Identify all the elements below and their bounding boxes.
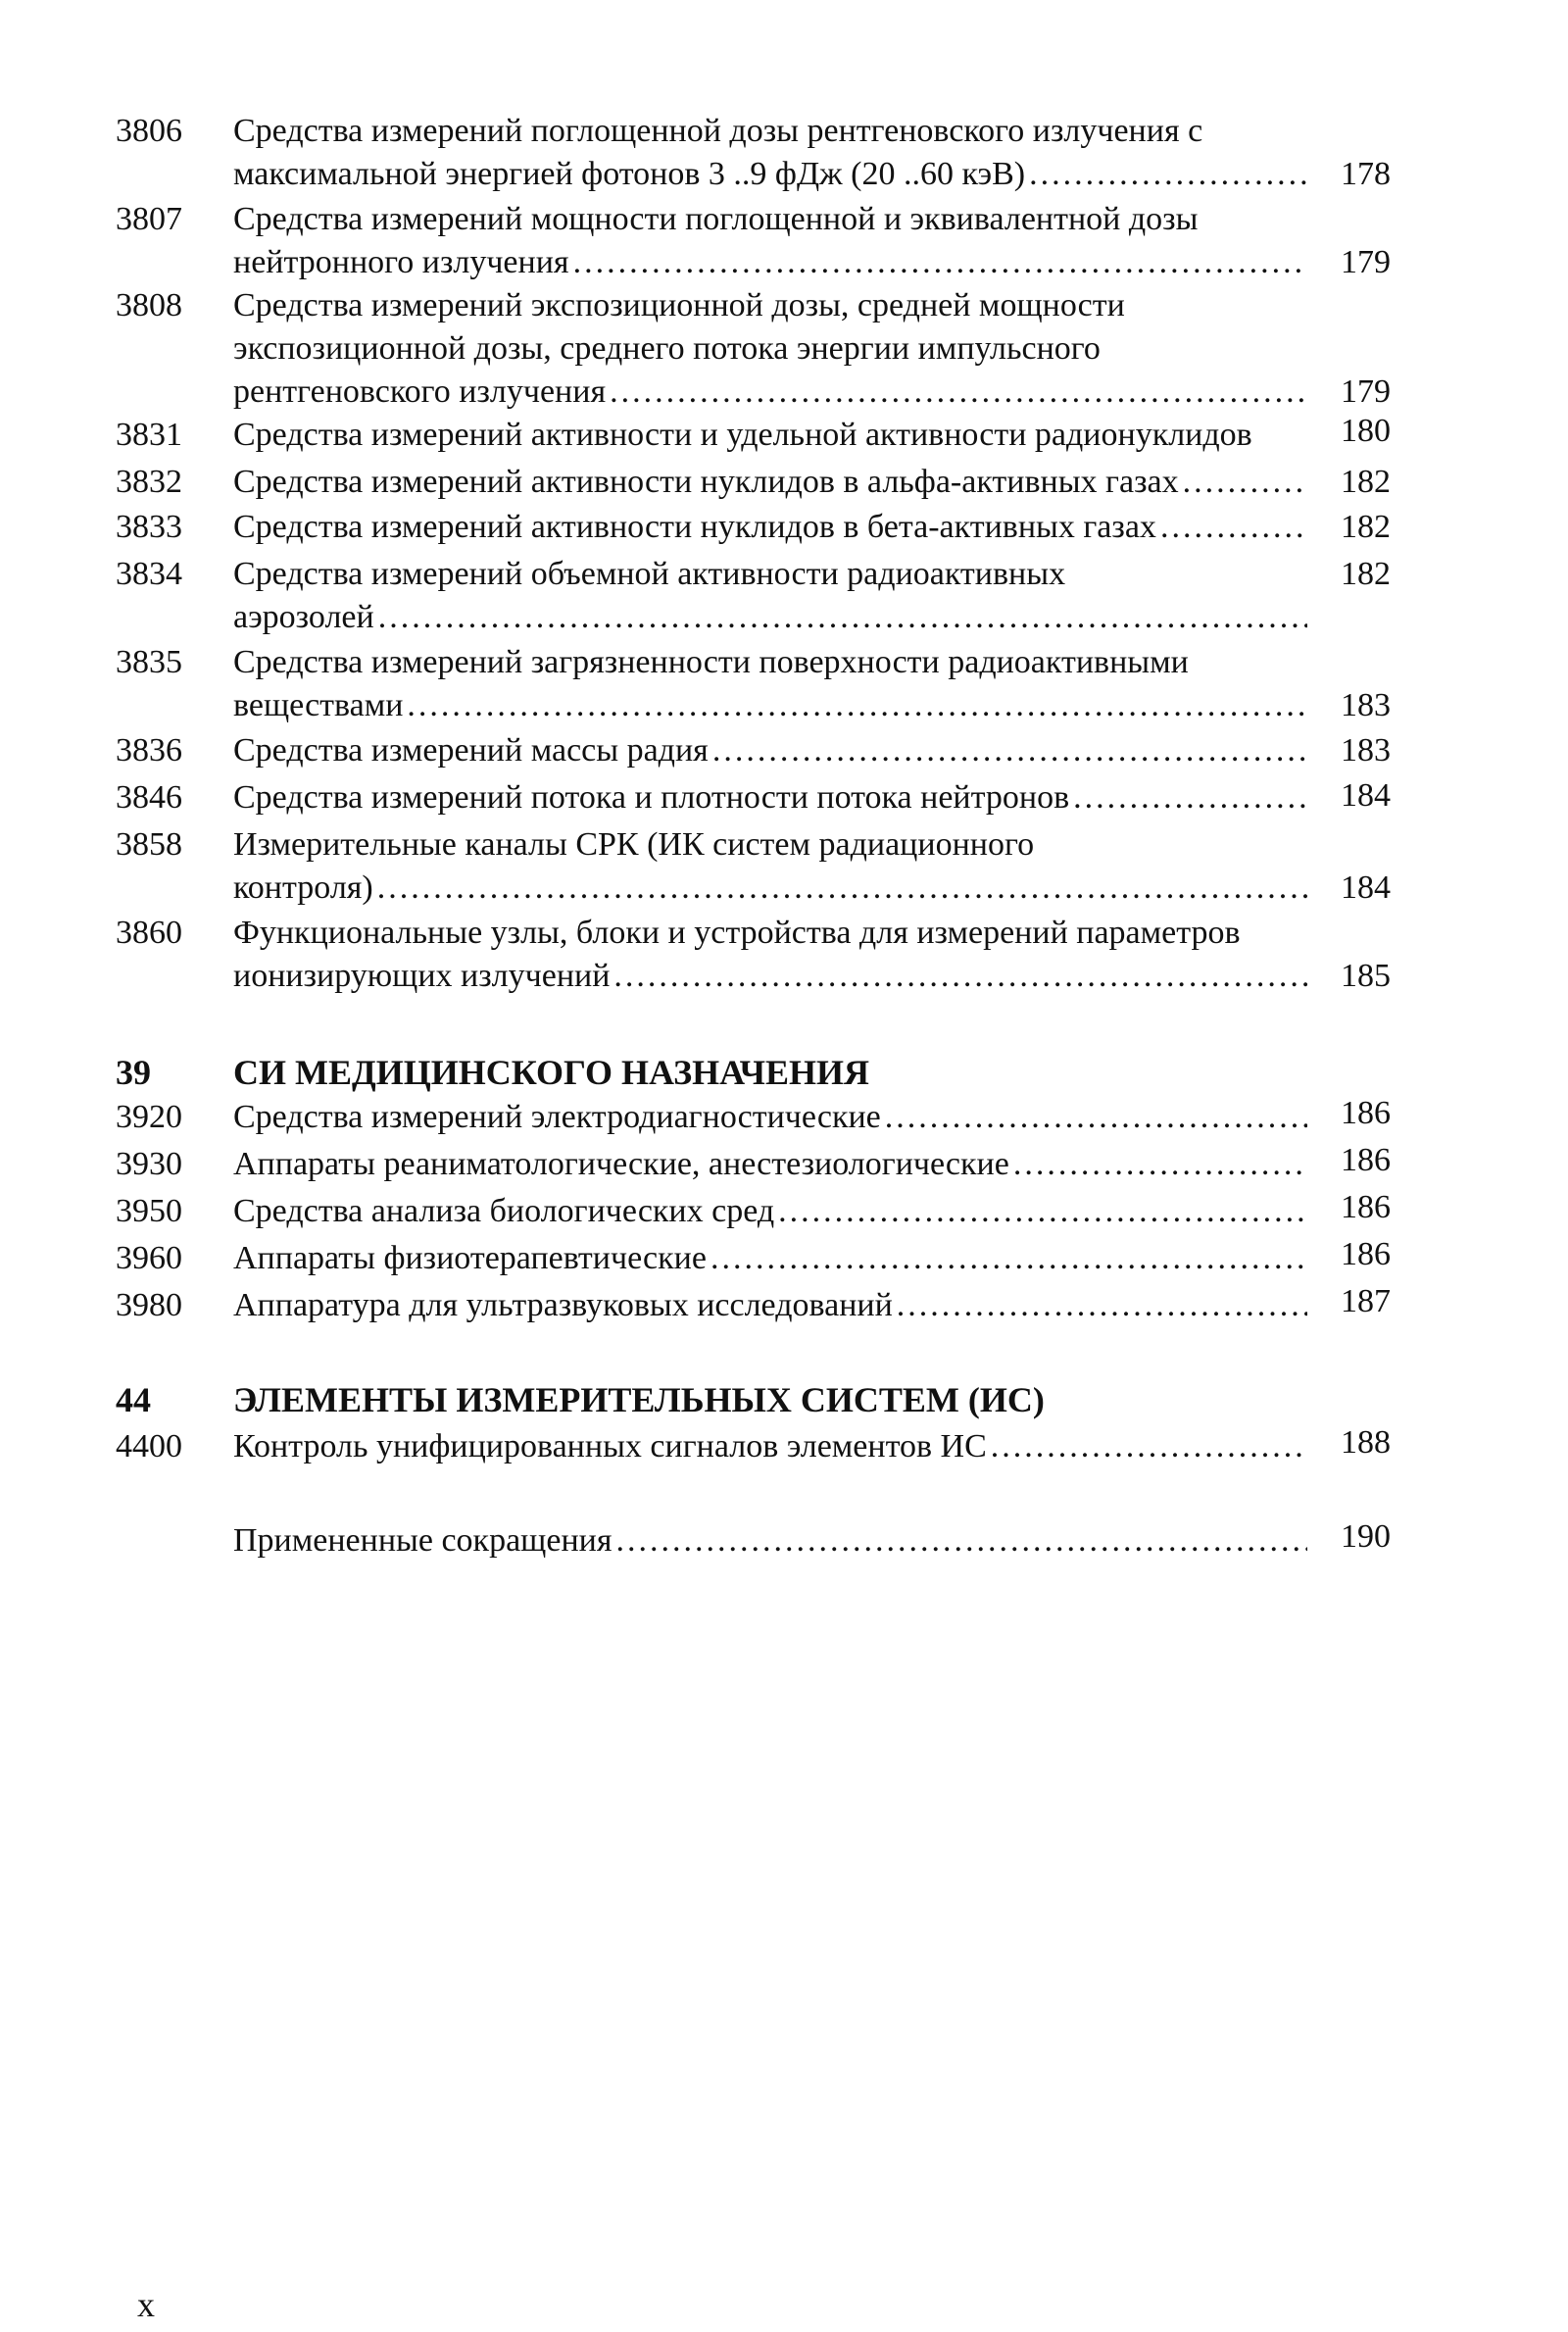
entry-code: 3808 [116,287,182,323]
entry-title [233,912,1311,998]
entry-code: 3806 [116,113,182,149]
entry-code: 3807 [116,201,182,237]
entry-last-line [233,1519,1311,1563]
entry-last-line [233,867,1311,910]
entry-code: 3980 [116,1287,182,1323]
entry-title [233,1237,1311,1280]
page-number: 184 [1341,777,1391,814]
entry-title [233,1519,1311,1563]
leader-dots [378,596,1307,639]
entry-last-line [233,596,1311,639]
page-number: 182 [1341,509,1391,545]
entry-title [233,414,1311,457]
entry-last-line [233,241,1311,284]
page-number: 182 [1341,464,1391,500]
entry-last-line [233,1425,1311,1468]
entry-code: 3835 [116,644,182,680]
entry-line: Средства измерений активности и удельной активности радионуклидов [233,417,1252,453]
entry-line: нейтронного излучения [233,244,569,280]
entry-last-line [233,153,1311,196]
page-number: 179 [1341,244,1391,280]
page-number: 178 [1341,156,1391,192]
entry-line: Средства измерений загрязненности поверхности радиоактивными [233,644,1189,680]
page-number: 187 [1341,1283,1391,1319]
page-number: 186 [1341,1142,1391,1178]
entry-code: 3831 [116,417,182,453]
leader-dots [377,867,1307,910]
entry-last-line [233,684,1311,727]
leader-dots [885,1096,1307,1139]
entry-last-line [233,1096,1311,1139]
entry-title [233,641,1311,727]
entry-title [233,1143,1311,1186]
entry-line: Средства измерений электродиагностические [233,1099,881,1135]
leader-dots [897,1284,1307,1327]
entry-code: 3834 [116,556,182,592]
entry-line: Средства измерений массы радия [233,732,709,769]
page-number: 179 [1341,373,1391,410]
page-number: 186 [1341,1095,1391,1131]
entry-line: Средства измерений объемной активности радиоактивных [233,556,1066,592]
leader-dots [610,371,1307,414]
leader-dots [710,1237,1307,1280]
entry-last-line [233,1284,1311,1327]
entry-last-line [233,1237,1311,1280]
entry-title [233,284,1311,414]
page-number: 180 [1341,413,1391,449]
leader-dots [778,1190,1307,1233]
entry-title [233,729,1311,772]
leader-dots [1073,776,1307,819]
entry-title [233,823,1311,910]
leader-dots [1013,1143,1307,1186]
entry-line: Функциональные узлы, блоки и устройства для измерений параметров [233,915,1241,951]
entry-title [233,461,1311,504]
section-code: 39 [116,1053,151,1092]
leader-dots [407,684,1307,727]
section-code: 44 [116,1380,151,1419]
leader-dots [613,955,1307,998]
entry-line: Средства измерений потока и плотности потока нейтронов [233,779,1070,816]
page-number: 183 [1341,732,1391,769]
entry-line: Измерительные каналы СРК (ИК систем радиационного [233,826,1035,863]
entry-line: Средства измерений активности нуклидов в бета-активных газах [233,509,1156,545]
page-number: 186 [1341,1189,1391,1225]
leader-dots [1160,506,1307,549]
entry-code: 3860 [116,915,182,951]
entry-line: Средства измерений поглощенной дозы рентгеновского излучения с [233,113,1203,149]
entry-last-line [233,461,1311,504]
page-number: 186 [1341,1236,1391,1272]
entry-code: 3960 [116,1240,182,1276]
entry-line: контроля) [233,869,373,906]
entry-line: Средства измерений активности нуклидов в альфа-активных газах [233,464,1179,500]
entry-last-line [233,729,1311,772]
entry-code: 3950 [116,1193,182,1229]
entry-last-line [233,1190,1311,1233]
leader-dots [615,1519,1307,1563]
page-number: 190 [1341,1518,1391,1555]
entry-line: Средства анализа биологических сред [233,1193,775,1229]
entry-code: 3920 [116,1099,182,1135]
entry-line: Средства измерений экспозиционной дозы, средней мощности [233,287,1125,323]
entry-title [233,1190,1311,1233]
entry-line: Аппаратура для ультразвуковых исследований [233,1287,893,1323]
entry-code: 4400 [116,1428,182,1464]
entry-title [233,198,1311,284]
entry-line: аэрозолей [233,599,374,635]
leader-dots [1029,153,1307,196]
entry-line: Средства измерений мощности поглощенной и эквивалентной дозы [233,201,1199,237]
leader-dots [991,1425,1307,1468]
entry-title [233,776,1311,819]
entry-line: Примененные сокращения [233,1522,612,1559]
page-number: 185 [1341,958,1391,994]
entry-line: рентгеновского излучения [233,373,607,410]
leader-dots [573,241,1307,284]
entry-code: 3846 [116,779,182,816]
entry-title [233,506,1311,549]
entry-code: 3836 [116,732,182,769]
entry-code: 3858 [116,826,182,863]
entry-title [233,553,1311,639]
entry-last-line [233,1143,1311,1186]
entry-line: экспозиционной дозы, среднего потока энергии импульсного [233,330,1101,367]
page-number: 184 [1341,869,1391,906]
entry-code: 3833 [116,509,182,545]
leader-dots [712,729,1307,772]
leader-dots [1183,461,1307,504]
page-number: 183 [1341,687,1391,723]
entry-last-line [233,506,1311,549]
page-number: 182 [1341,556,1391,592]
entry-title [233,1284,1311,1327]
page-number: 188 [1341,1424,1391,1461]
entry-last-line [233,955,1311,998]
entry-title [233,1096,1311,1139]
entry-line: Аппараты физиотерапевтические [233,1240,707,1276]
entry-line: веществами [233,687,404,723]
entry-line: ионизирующих излучений [233,958,611,994]
entry-code: 3832 [116,464,182,500]
entry-code: 3930 [116,1146,182,1182]
section-title: СИ МЕДИЦИНСКОГО НАЗНАЧЕНИЯ [233,1053,870,1092]
entry-line: Контроль унифицированных сигналов элементов ИС [233,1428,987,1464]
entry-line: максимальной энергией фотонов 3 ..9 фДж (20 ..60 кэВ) [233,156,1026,192]
page-footer-mark: x [137,2285,155,2324]
entry-title [233,110,1311,196]
section-title: ЭЛЕМЕНТЫ ИЗМЕРИТЕЛЬНЫХ СИСТЕМ (ИС) [233,1380,1045,1419]
entry-title [233,1425,1311,1468]
entry-line: Аппараты реаниматологические, анестезиологические [233,1146,1009,1182]
entry-last-line [233,371,1311,414]
entry-last-line [233,776,1311,819]
